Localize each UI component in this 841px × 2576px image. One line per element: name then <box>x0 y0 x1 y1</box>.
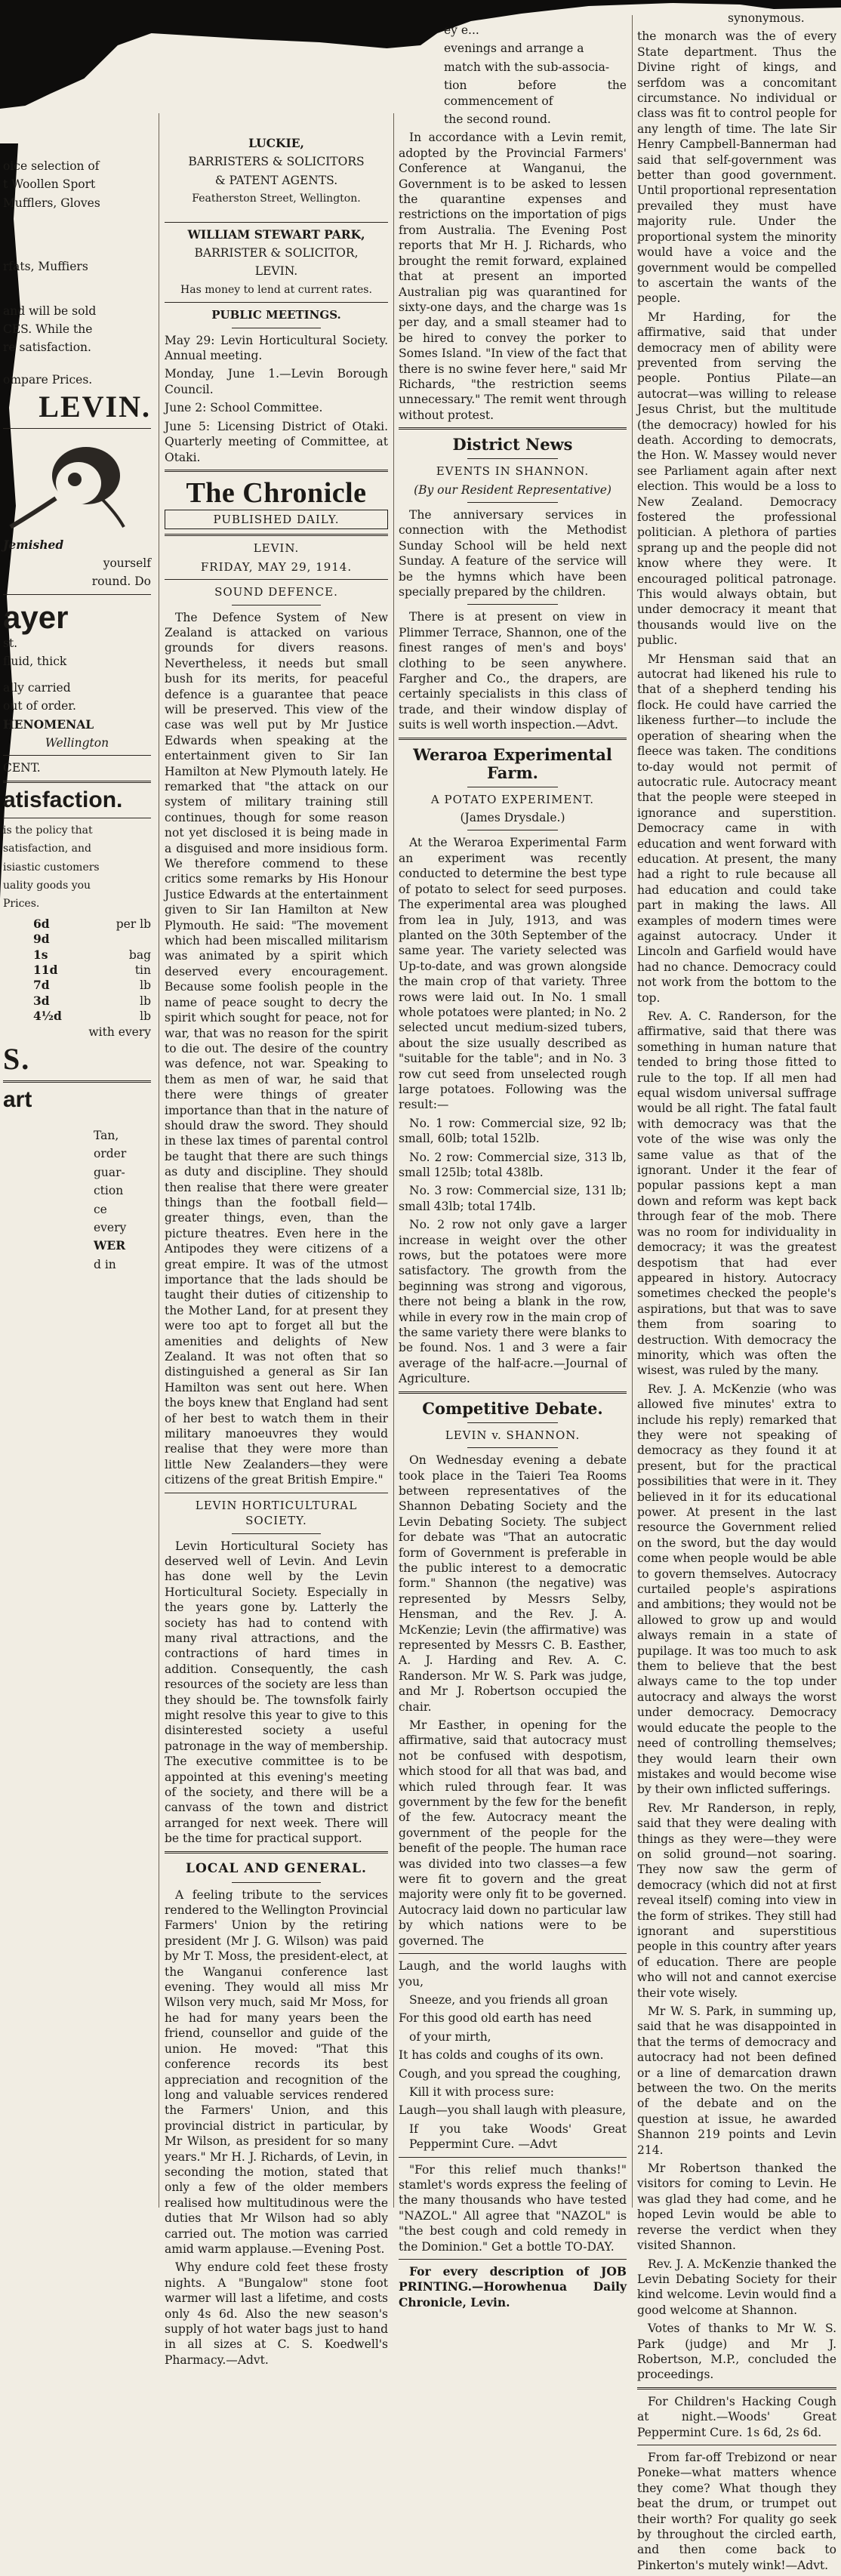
ad-line: d in <box>94 1257 116 1271</box>
article-paragraph: On Wednesday evening a debate took place in the Taieri Tea Rooms between representatives of the Shannon Debating Society and the Levin Debating Society. The subject for debate was "That an autocratic form of Government is preferable in the public interest to a democratic form." Shannon (the negative) was represented by Messrs Selby, Hensman, and the Rev. J. A. McKenzie; Levin (the affirmative) was represented by Messrs C. B. Easther, A. J. Harding and Rev. A. C. Randerson. Mr W. S. Park was judge, and Mr J. Robertson occupied the chair. <box>399 1453 627 1714</box>
grocer-ad <box>3 787 151 1076</box>
fragment-line: the second round. <box>444 112 551 127</box>
job-printing-ad: For every description of JOB PRINTING.—Horowhenua Daily Chronicle, Levin. <box>399 2264 627 2309</box>
section-heading: District News <box>452 435 573 454</box>
price-row <box>33 917 151 932</box>
unit: per lb <box>116 917 151 931</box>
price-row <box>33 948 151 963</box>
verse-line: Laugh—you shall laugh with pleasure, <box>399 2103 627 2118</box>
draper-ad <box>3 159 151 424</box>
article-paragraph: Mr Hensman said that an autocrat had likened his rule to that of a shepherd tending his flock. He could have carried the likeness further—to include the operation of shearing when the fleece was taken. The conditions to-day would not permit of autocratic rule. Autocracy meant that the people were steeped in ignorance and superstition. Democracy came in with education and went forward with education. At present, the many had a right to rule because all had education and could take part in making the laws. All examples of modern times were against autocracy. Under it Lincoln and Garfield would have had no chance. Democracy could not work from the bottom to the top. <box>637 652 836 1005</box>
divider <box>399 1391 627 1394</box>
ad-line: Wellington <box>45 735 109 750</box>
ad-line: is the policy that <box>3 824 93 837</box>
ad-line: CENT. <box>3 761 41 775</box>
article-paragraph: There is at present on view in Plimmer Terrace, Shannon, one of the finest ranges of men's and boys' clothing to be seen anywhere. Fargher and Co., the drapers, are certainly specialists in this class of trade, and their window display of suits is well worth inspection.—Advt. <box>399 610 627 732</box>
article-paragraph: Rev. J. A. McKenzie (who was allowed five minutes' extra to include his reply) remarked that they were not speaking of democracy as they found it at present, but for the practical possibilities that were in it. They believed in it for its educational power. At present in the last resource the Government relied on the sword, but the day would come when people would be able to govern themselves. Autocracy curtailed people's aspirations and ambitions; they would not be allowed to grow up and would always remain in a state of pupilage. It was too much to ask them to believe that the best always came to the top under autocracy and always the worst under democracy. Democracy would educate the people to the need of controlling themselves; they would learn their own mistakes and would become wise by their own inflicted sufferings. <box>637 1382 836 1797</box>
divider <box>3 1080 151 1083</box>
divider <box>165 1851 388 1853</box>
divider <box>232 1533 321 1534</box>
ad-line: uality goods you <box>3 879 91 892</box>
ad-line: t Woollen Sport <box>3 177 96 192</box>
article-paragraph: Rev. Mr Randerson, in reply, said that they were dealing with things as they were—they were on solid ground—not soaring. They now saw the germ of democracy (which did not at first reveal itself) coming into view in the form of strikes. They still had ignorant and superstitious people in this country after years of education. There are people who will not and cannot exercise their vote wisely. <box>637 1801 836 2000</box>
ad-line: every <box>94 1221 127 1235</box>
ad-line: Prices. <box>3 898 40 911</box>
divider <box>3 428 151 429</box>
column-two <box>165 136 388 2371</box>
ad-heading: atisfaction. <box>3 787 123 812</box>
peppermint-verse <box>399 1958 627 2152</box>
ad-line: rfats, Muffiers <box>3 260 88 274</box>
column-rule <box>393 113 394 2208</box>
article-paragraph: Mr Easther, in opening for the affirmative, said that autocracy must not be confused with despotism, which stood for all that was bad, and which ruled through fear. It was government by the few for the benefit of the few. Autocracy meant the government of the people for the benefit of the people. The human race was divided into two classes—a few were fit to govern and the great majority were only fit to be governed. Autocracy laid down no particular law by which nations were to be governed. The <box>399 1718 627 1948</box>
article-paragraph: The anniversary services in connection with the Methodist Sunday School will be held next Sunday. A feature of the service will be the hymns which have been specially prepared by the children. <box>399 507 627 599</box>
ad-line: Jemished <box>3 537 64 552</box>
price: 7d <box>33 978 50 993</box>
divider <box>3 781 151 783</box>
cough-cure-ad: For Children's Hacking Cough at night.—Woods' Great Peppermint Cure. 1s 6d, 2s 6d. <box>637 2394 836 2439</box>
article-heading: Competitive Debate. <box>422 1398 603 1418</box>
masthead-place: LEVIN. <box>253 541 300 556</box>
verse-line: Kill it with process sure: <box>409 2085 554 2099</box>
divider <box>467 604 559 605</box>
divider <box>165 534 388 536</box>
divider <box>399 2157 627 2158</box>
card-line: BARRISTER & SOLICITOR, <box>194 246 359 260</box>
article-heading: LOCAL AND GENERAL. <box>186 1860 367 1876</box>
park-card <box>165 227 388 298</box>
divider <box>232 1882 321 1883</box>
article-heading: LEVIN HORTICULTURAL SOCIETY. <box>195 1498 358 1528</box>
article-paragraph: the monarch was the of every State department. Thus the Divine right of kings, and serfdom was a concomitant circumstance. No individual or class was fit to control people for any length of time. The late Sir Henry Campbell-Bannerman had said that self-government was better than good government. Until proportional representation prevailed they must have majority rule. Under the proportional system the minority would have a voice and the government would be compelled to ascertain the wants of the people. <box>637 29 836 306</box>
price: 3d <box>33 993 50 1008</box>
article-paragraph: "For this relief much thanks!" stamlet's words express the feeling of the many thousands who have tested "NAZOL." All agree that "NAZOL" is "the best cough and cold remedy in the Dominion." Get a bottle TO-DAY. <box>399 2162 627 2254</box>
byline: (James Drysdale.) <box>460 811 565 825</box>
article-paragraph: From far-off Trebizond or near Poneke—what matters whence they come? What though they beat the drum, or trumpet out their worth? For quality go seek by throughout the circled earth, and then come back to Pinkerton's mutely wink!—Advt. <box>637 2450 836 2572</box>
result-row: No. 3 row: Commercial size, 131 lb; small 43lb; total 174lb. <box>399 1184 627 1213</box>
article-paragraph: Mr Harding, for the affirmative, said that under democracy men of ability were prevented from serving the people. Pontius Pilate—an autocrat—was willing to release Jesus Christ, but the multitude (the democracy) howled for his death. According to democrats, the Hon. W. Massey would never see Parliament again after next election. This would be a loss to New Zealand. Democracy fostered the professional politician. A plethora of parties sprang up and the people did not know where they were. It encouraged political patronage. This would always obtain, but under democracy it meant that thousands would live on the public. <box>637 310 836 648</box>
ad-line: satisfaction, and <box>3 843 91 855</box>
divider <box>467 1422 559 1423</box>
price-row <box>33 994 151 1009</box>
article-paragraph: Levin Horticultural Society has deserved well of Levin. And Levin has done well by the Levin Horticultural Society. Especially in the years gone by. Latterly the society has had to contend with many rival attractions, and the contractions of hard times in addition. Consequently, the cash resources of the society are less than they should be. The townsfolk fairly might resolve this year to give to this disinterested society a useful patronage in the way of membership. The executive committee is to be appointed at this evening's meeting of the society, and there will be a canvass of the town and district arranged for next week. There will be the time for practical support. <box>165 1539 388 1846</box>
divider <box>3 594 151 595</box>
price-row <box>33 978 151 993</box>
column-advertisements <box>3 159 151 1275</box>
verse-line: If you take Woods' Great Peppermint Cure. —Advt <box>409 2122 627 2152</box>
article-paragraph: Rev. A. C. Randerson, for the affirmative, said that there was something in human nature that tended to bring those fitted to rule to the top. If all men had equal wisdom universal suffrage would be all right. The fatal fault with democracy was that the vote of the wise was only the same value as that of the ignorant. Under it the fear of popular passions kept a man down and reform was kept back through fear of the mob. There was no room for individuality in democracy; it was the greatest despotism that had ever appeared in history. Autocracy sometimes checked the people's aspirations, but that was to save them from soaring to destruction. With democracy the minority, which was often the wisest, was ruled by the many. <box>637 1009 836 1378</box>
parrot-illustration-icon <box>3 438 131 528</box>
column-four <box>637 11 836 2576</box>
card-line: BARRISTERS & SOLICITORS <box>188 155 365 169</box>
divider <box>3 755 151 756</box>
card-line: LUCKIE, <box>248 136 304 150</box>
divider <box>165 579 388 580</box>
meeting-item: June 5: Licensing District of Otaki. Quarterly meeting of Committee, at Otaki. <box>165 419 388 464</box>
verse-line: of your mirth, <box>409 2029 491 2044</box>
ad-line: ompare Prices. <box>3 372 93 387</box>
article-subheading: LEVIN v. SHANNON. <box>445 1428 581 1442</box>
divider <box>399 2259 627 2260</box>
verse-line: For this good old earth has need <box>399 2011 592 2026</box>
ad-line: Mufflers, Gloves <box>3 196 100 210</box>
meeting-item: Monday, June 1.—Levin Borough Council. <box>165 367 388 396</box>
masthead-title: The Chronicle <box>186 476 367 509</box>
unit: lb <box>140 978 151 993</box>
divider <box>637 2387 836 2390</box>
ad-line: HENOMENAL <box>3 716 94 732</box>
ad-line: isiastic customers <box>3 861 100 874</box>
article-heading: EVENTS IN SHANNON. <box>436 464 590 479</box>
ad-line: guar- <box>94 1165 125 1179</box>
meetings-heading: PUBLIC MEETINGS. <box>211 308 341 322</box>
article-paragraph: Why endure cold feet these frosty nights. A "Bungalow" stone foot warmer will last a lifetime, and costs only 4s 6d. Also the new season's supply of hot water bags just to hand in all sizes at C. S. Koedwell's Pharmacy.—Advt. <box>165 2260 388 2367</box>
divider <box>467 502 559 503</box>
article-heading: Weraroa Experimental Farm. <box>413 744 612 782</box>
price-row <box>33 932 151 947</box>
article-paragraph: Mr Robertson thanked the visitors for coming to Levin. He was glad they had come, and he hoped Levin would be able to reverse the verdict when they visited Shannon. <box>637 2162 836 2253</box>
article-paragraph: A feeling tribute to the services rendered to the Wellington Provincial Farmers' Union by the retiring president (Mr J. G. Wilson) was paid by Mr T. Moss, the president-elect, at the Wanganui conference last evening. They would all miss Mr Wilson very much, said Mr Moss, for he had for many years been the friend, counsellor and guide of the union. He moved: "That this conference records its best appreciation and recognition of the long and valuable services rendered the Farmers' Union, and this provincial district in particular, by Mr Wilson, as president for so many years." Mr H. J. Richards, of Levin, in seconding the motion, stated that only a few of the older members realised how multitudinous were the duties that Mr Wilson had so ably carried out. The motion was carried amid warm applause.—Evening Post. <box>165 1887 388 2256</box>
card-line: Featherston Street, Wellington. <box>192 193 361 205</box>
divider <box>165 222 388 223</box>
ad-line: WER <box>94 1238 126 1253</box>
card-line: LEVIN. <box>254 264 298 279</box>
price: 1s <box>33 947 48 962</box>
card-line: WILLIAM STEWART PARK, <box>187 226 365 242</box>
illustrated-ad <box>3 433 151 590</box>
ad-line: oice selection of <box>3 159 100 173</box>
ad-line: ally carried <box>3 680 71 695</box>
torn-fragment <box>399 23 627 127</box>
ad-line: ction <box>94 1184 124 1198</box>
article-heading: SOUND DEFENCE. <box>214 585 338 599</box>
article-paragraph: No. 2 row not only gave a larger increase in weight over the other rows, but the potatoes were more satisfactory. The growth from the beginning was strong and vigorous, there not being a blank in the row, while in every row in the main crop of the same variety there were blanks to be found. Nos. 1 and 3 were a fair average of the half-acre.—Journal of Agriculture. <box>399 1218 627 1386</box>
divider <box>165 470 388 472</box>
ad-line: st. <box>3 636 18 650</box>
meeting-item: June 2: School Committee. <box>165 401 323 415</box>
divider <box>399 738 627 740</box>
price: 9d <box>33 932 50 947</box>
masthead-subtitle: PUBLISHED DAILY. <box>165 510 388 529</box>
divider <box>165 302 388 303</box>
meeting-item: May 29: Levin Horticultural Society. Annual meeting. <box>165 333 388 363</box>
article-paragraph: The Defence System of New Zealand is attacked on various grounds for divers reasons. Nevertheless, it needs but small bush for its merits, for peaceful defence is a guarantee that peace will be preserved. This view of the case was well put by Mr Justice Edwards when speaking at the entertainment given to Sir Ian Hamilton at New Plymouth lately. He remarked that "the attack on our system of military training still continues, though for some reason not yet disclosed it is being made in a disguised and more insidious form. We therefore commend to these critics some remarks by His Honour Justice Edwards at the entertainment given to Sir Ian Hamilton at New Plymouth. He said: "The movement which had been miscalled militarism was animated by a spirit which deserved every encouragement. Because some foolish people in the name of peace sought to decry the spirit which sought for peace, not for war, that was no reason for the spirit to die out. The desire of the country was defence, not war. Speaking to them as men of war, he said that there were things of greater importance than that in the nature of should draw the sword. They should in these lax times of parental control be taught that there are such things as duty and discipline. They should then realise that there were greater things than the football field—greater things, even, than the picture theatres. Even here in the Antipodes they were citizens of a great empire. It was of the utmost importance that the lads should be taught their duties of citizenship to the Mother Land, for at present they were too apt to forget all but the amenities and delights of New Zealand. It was not often that so distinguished a general as Sir Ian Hamilton was sent out here. When the boys knew that England had sent of her best to watch them in their military manoeuvres they would realise that they were more than little New Zealanders—they were citizens of the great British Empire." <box>165 610 388 1487</box>
ad-line: out of order. <box>3 699 76 713</box>
price: 6d <box>33 916 50 931</box>
ad-line: Tan, <box>94 1129 119 1142</box>
card-line: Has money to lend at current rates. <box>180 283 372 296</box>
fragment-line: ey e... <box>444 23 479 37</box>
unit: bag <box>128 948 151 962</box>
unit: lb <box>140 994 151 1008</box>
sprayer-ad <box>3 599 151 776</box>
divider <box>399 427 627 430</box>
fragment-line: tion before the commencement of <box>444 79 627 108</box>
result-row: No. 2 row: Commercial size, 313 lb, small 125lb; total 438lb. <box>399 1150 627 1179</box>
ad-line: round. Do <box>91 575 151 589</box>
card-line: & PATENT AGENTS. <box>214 173 338 187</box>
ad-heading: art <box>3 1087 32 1112</box>
verse-line: Sneeze, and you friends all groan <box>409 1992 608 2007</box>
byline: (By our Resident Representative) <box>414 482 611 497</box>
luckie-card <box>169 136 384 207</box>
ad-line: CES. While the <box>3 322 93 337</box>
divider <box>467 1447 559 1448</box>
ad-line: fluid, thick <box>3 655 67 669</box>
result-row: No. 1 row: Commercial size, 92 lb; small, 60lb; total 152lb. <box>399 1116 627 1146</box>
price: 11d <box>33 962 58 977</box>
price-row <box>33 963 151 978</box>
verse-line: Laugh, and the world laughs with you, <box>399 1959 627 1989</box>
divider <box>399 1953 627 1954</box>
ad-heading: S. <box>3 1042 31 1076</box>
ad-line: with every <box>88 1025 151 1039</box>
ad-line: and will be sold <box>3 304 97 318</box>
article-paragraph: Rev. J. A. McKenzie thanked the Levin Debating Society for their kind welcome. Levin would find a good welcome at Shannon. <box>637 2257 836 2317</box>
fragment-line: match with the sub-associa- <box>444 60 610 74</box>
fragment-line: evenings and arrange a <box>444 42 584 56</box>
ad-line: re satisfaction. <box>3 340 91 355</box>
masthead-date: FRIDAY, MAY 29, 1914. <box>200 559 353 574</box>
article-subheading: A POTATO EXPERIMENT. <box>430 792 595 806</box>
verse-line: Cough, and you spread the coughing, <box>399 2066 621 2081</box>
article-paragraph: At the Weraroa Experimental Farm an experiment was recently conducted to determine the best type of potato to select for seed purposes. The experimental area was ploughed from lea in July, 1913, and was planted on the 30th September of the same year. The variety selected was Up-to-date, and was grown alongside the main crop of that variety. Three rows were laid out. In No. 1 small whole potatoes were planted; in No. 2 selected uncut medium-sized tubers, about the size usually described as "suitable for the table"; and in No. 3 row cut seed from unselected rough large potatoes. Following was the result:— <box>399 836 627 1112</box>
column-three <box>399 23 627 2313</box>
article-paragraph: Votes of thanks to Mr W. S. Park (judge) and Mr J. Robertson, M.P., concluded the proceedings. <box>637 2322 836 2382</box>
ad-line: order <box>94 1147 127 1161</box>
article-paragraph: synonymous. <box>728 11 805 25</box>
article-paragraph: Mr W. S. Park, in summing up, said that he was disappointed in that the terms of democracy and autocracy had not been defined or a line of demarcation drawn between the two. On the merits of the debate and on the question at issue, he awarded Shannon 219 points and Levin 214. <box>637 2004 836 2157</box>
article-paragraph: In accordance with a Levin remit, adopted by the Provincial Farmers' Conference at Wanganui, the Government is to be asked to lessen the quarantine expenses and restrictions on the importation of pigs from Australia. The Evening Post reports that Mr H. J. Richards, who brought the remit forward, explained that at present an imported Australian pig was quarantined for sixty-one days, and the charge was 1s per day, and a small steamer had to be hired to convey the porker to Somes Island. "In view of the fact that there is no swine fever here," said Mr Richards, "the restriction seems unnecessary." The remit went through without protest. <box>399 131 627 422</box>
unit: lb <box>140 1009 151 1024</box>
price-row <box>33 1009 151 1024</box>
column-rule <box>632 15 633 2208</box>
price: 4½d <box>33 1009 62 1024</box>
levin-brand: LEVIN. <box>39 390 151 424</box>
footwear-ad <box>3 1087 151 1272</box>
unit: tin <box>134 963 151 977</box>
verse-line: It has colds and coughs of its own. <box>399 2048 604 2063</box>
ad-line: ce <box>94 1202 107 1216</box>
divider <box>467 458 559 459</box>
ad-line: yourself <box>103 556 151 571</box>
ad-heading: ayer <box>3 599 69 635</box>
